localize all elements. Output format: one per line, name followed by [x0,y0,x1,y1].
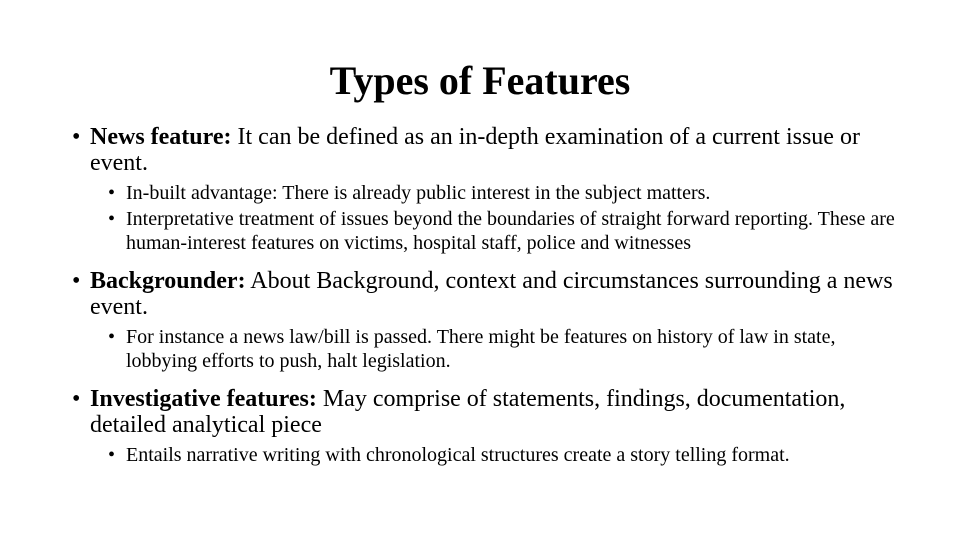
main-bullet [72,386,902,438]
sub-bullet [108,443,902,467]
point-text: May comprise of statements, findings, documentation, detailed analytical piece [90,386,846,438]
bullet-icon: • [72,268,81,294]
sub-bullets [108,181,902,255]
point-term: Investigative features: [90,386,317,412]
bullet-icon: • [108,208,116,230]
point-text: About Background, context and circumstances surrounding a news event. [90,268,893,320]
slide-content [72,124,902,480]
bullet-icon: • [72,386,81,412]
sub-bullet [108,181,902,205]
sub-bullet-text: Interpretative treatment of issues beyond the boundaries of straight forward reporting. These are human-interest features on victims, hospital staff, police and witnesses [126,208,895,254]
point-investigative-features [72,386,902,467]
slide-title: Types of Features [329,58,631,103]
bullet-icon: • [108,444,116,466]
bullet-icon: • [108,182,116,204]
point-text: It can be defined as an in-depth examination of a current issue or event. [90,124,860,176]
point-news-feature [72,124,902,255]
bullet-icon: • [108,326,116,348]
sub-bullet [108,325,902,373]
sub-bullets [108,443,902,467]
sub-bullet-text: In-built advantage: There is already public interest in the subject matters. [126,182,711,204]
point-term: Backgrounder: [90,268,246,294]
point-term: News feature: [90,124,232,150]
sub-bullet [108,207,902,255]
point-backgrounder [72,268,902,373]
main-bullet [72,124,902,176]
sub-bullet-text: Entails narrative writing with chronological structures create a story telling format. [126,444,790,466]
sub-bullet-text: For instance a news law/bill is passed. There might be features on history of law in state, lobbying efforts to push, halt legislation. [126,326,836,372]
main-bullet [72,268,902,320]
sub-bullets [108,325,902,373]
bullet-icon: • [72,124,81,150]
